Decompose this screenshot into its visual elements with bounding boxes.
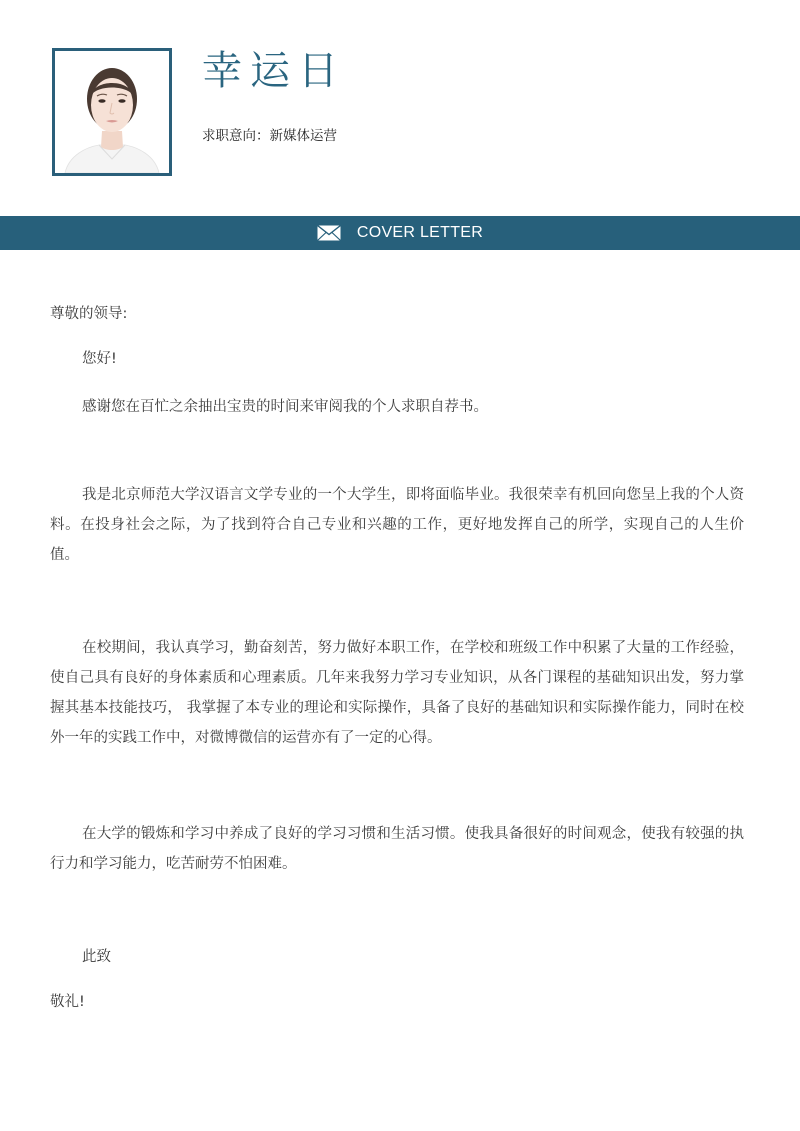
candidate-name: 幸运日: [202, 48, 346, 94]
closing-jing-li: 敬礼!: [50, 994, 85, 1010]
greeting: 您好!: [82, 351, 117, 367]
job-intent: 求职意向：新媒体运营: [202, 128, 337, 144]
portrait-image: [55, 51, 169, 173]
closing-ci-zhi: 此致: [82, 949, 111, 965]
thanks-line: 感谢您在百忙之余抽出宝贵的时间来审阅我的个人求职自荐书。: [82, 399, 488, 415]
salutation: 尊敬的领导:: [50, 306, 128, 322]
paragraph-habits: 在大学的锻炼和学习中养成了良好的学习习惯和生活习惯。使我具备很好的时间观念，使我有较强的执行力和学习能力，吃苦耐劳不怕困难。: [50, 826, 744, 872]
envelope-icon: [317, 225, 341, 241]
paragraph-school: 在校期间，我认真学习，勤奋刻苦，努力做好本职工作，在学校和班级工作中积累了大量的工作经验，使自己具有良好的身体素质和心理素质。几年来我努力学习专业知识，从各门课程的基础知识出发，努力掌握其基本技能技巧， 我掌握了本专业的理论和实际操作，具备了良好的基础知识和实际操作能力，同时在校外一年的实践工作中，对微博微信的运营亦有了一定的心得。: [50, 640, 744, 746]
profile-photo: [52, 48, 172, 176]
banner-title: COVER LETTER: [356, 224, 484, 241]
paragraph-intro: 我是北京师范大学汉语言文学专业的一个大学生，即将面临毕业。我很荣幸有机回向您呈上我的个人资料。在投身社会之际，为了找到符合自己专业和兴趣的工作，更好地发挥自己的所学，实现自己的人生价值。: [50, 487, 744, 563]
cover-letter-banner: [0, 216, 800, 250]
